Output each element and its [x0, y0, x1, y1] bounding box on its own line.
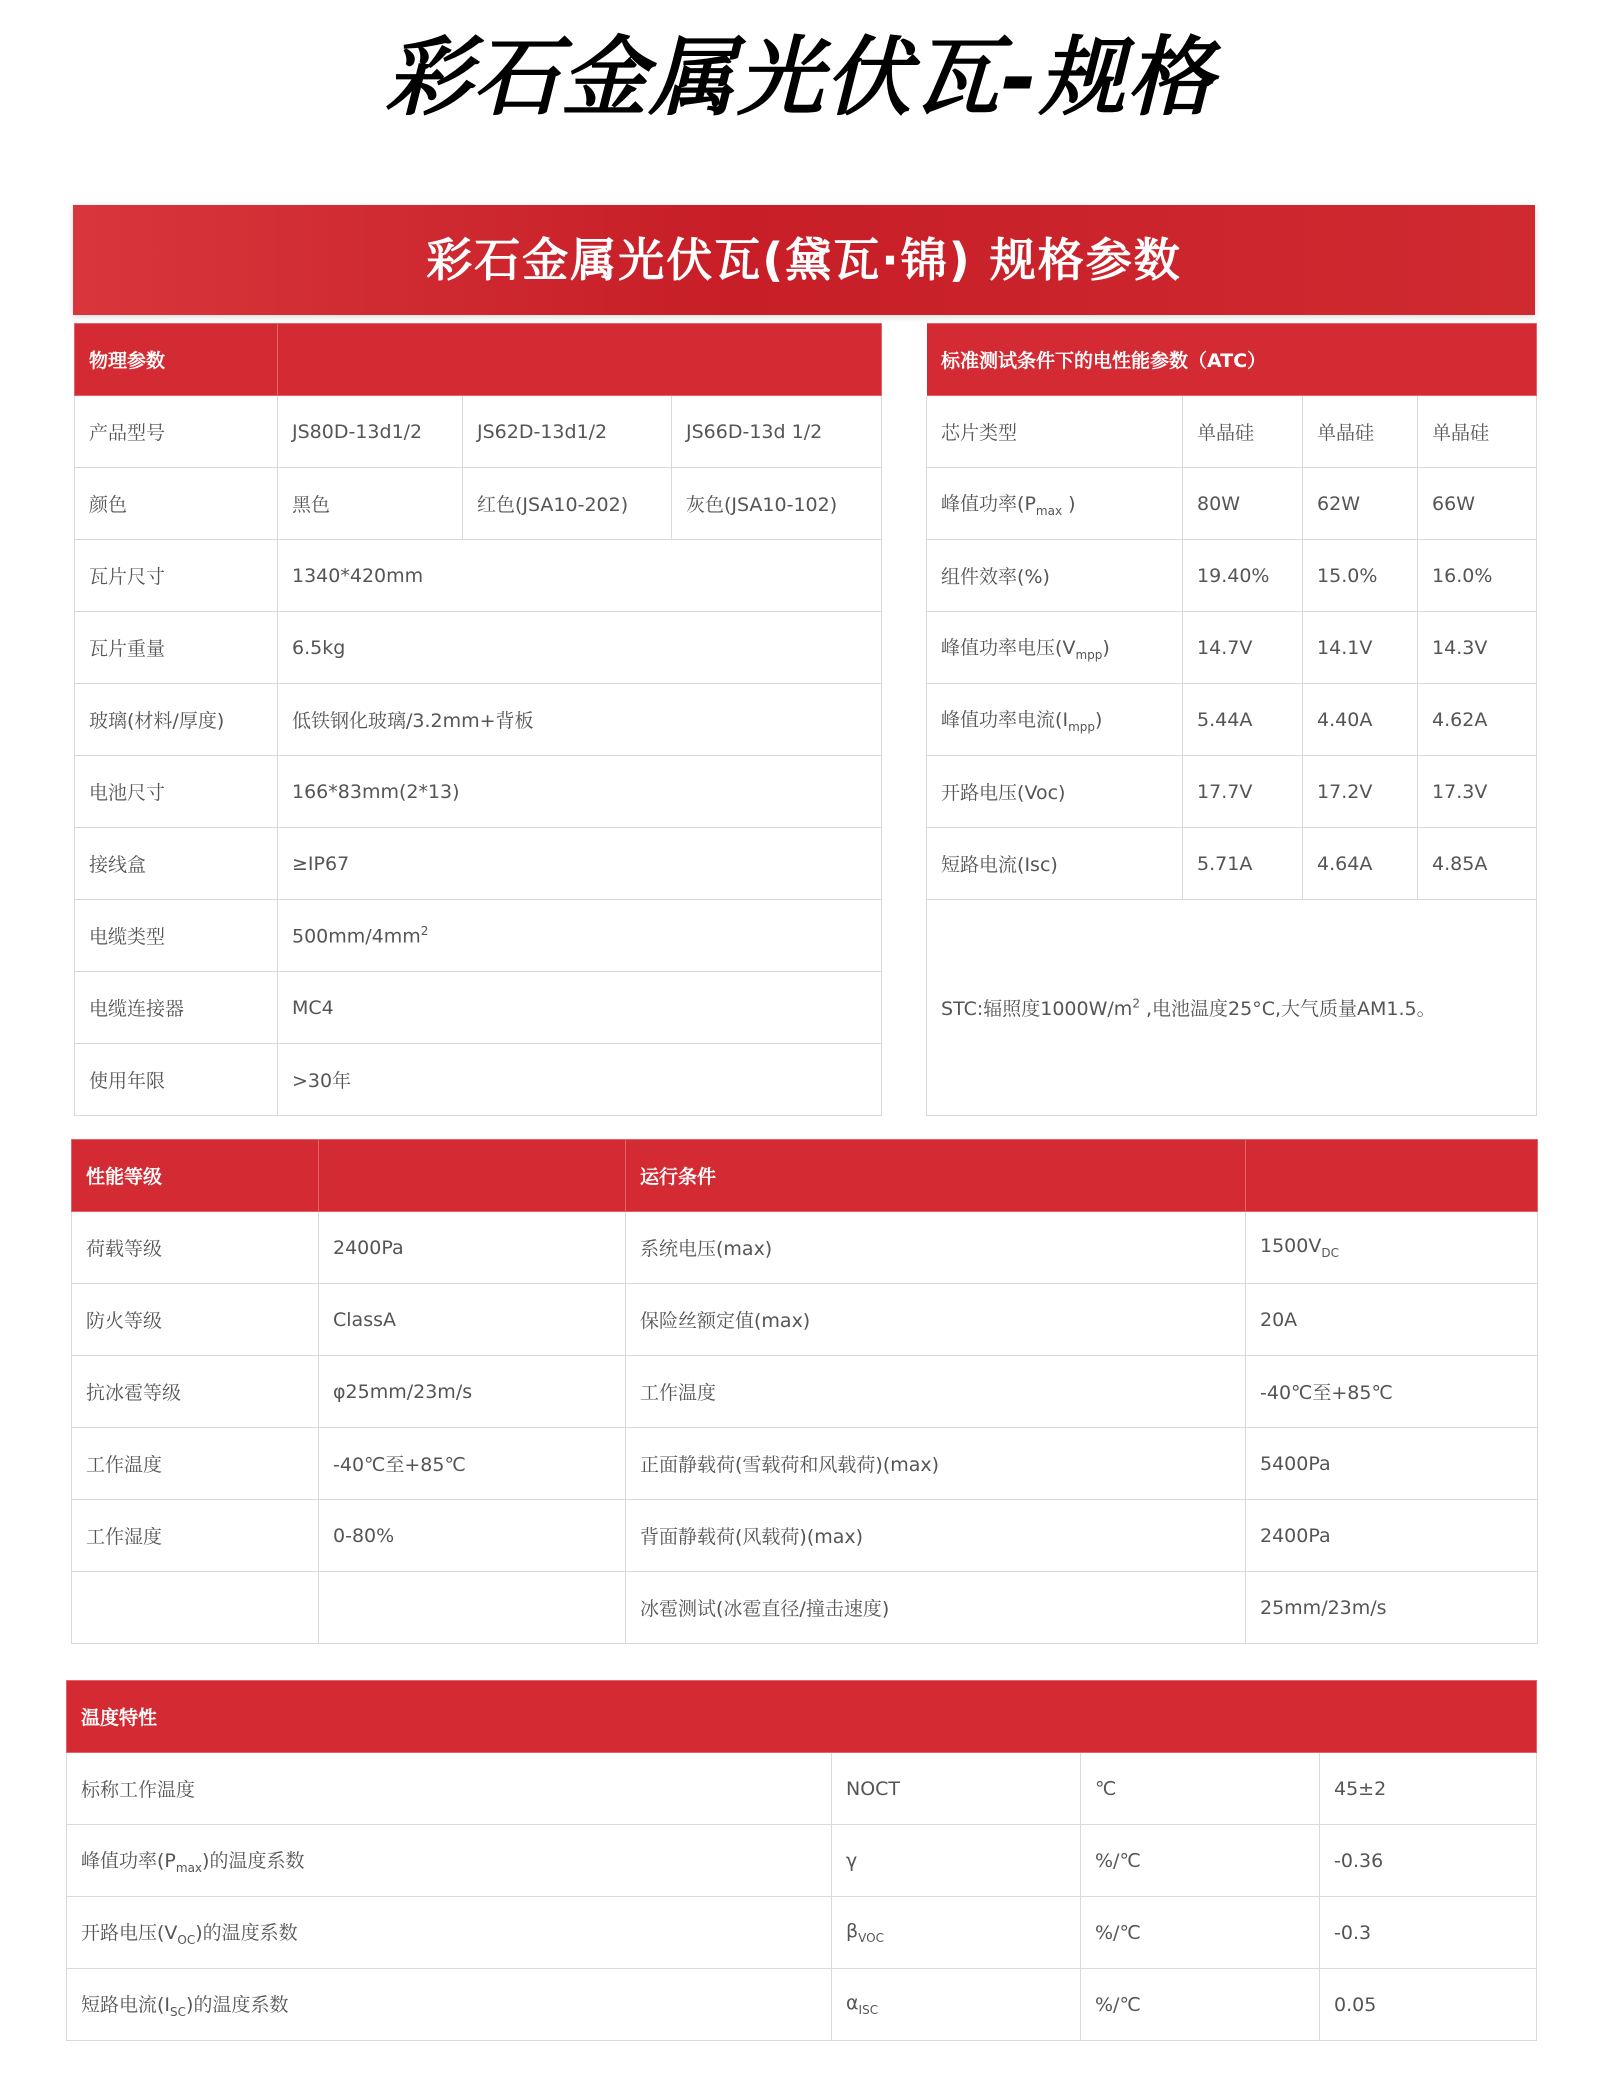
- physical-header-blank: [278, 324, 882, 396]
- table-row: [72, 1428, 1538, 1500]
- table-gap: [882, 612, 927, 684]
- row-label: 产品型号: [75, 396, 278, 468]
- table-gap: [882, 756, 927, 828]
- table-gap: [882, 324, 927, 396]
- table-row: [75, 396, 1537, 468]
- table-row: [72, 1284, 1538, 1356]
- row-label: 峰值功率电压$(V_{mpp})$: [927, 612, 1183, 684]
- row-value: 4.85A: [1418, 828, 1537, 900]
- row-value: 单晶硅: [1183, 396, 1303, 468]
- table-row: [72, 1212, 1538, 1284]
- performance-header-row: [72, 1140, 1538, 1212]
- row-value: 1340*420mm: [278, 540, 882, 612]
- table-row: [75, 684, 1537, 756]
- row-label: 工作温度: [626, 1356, 1246, 1428]
- row-value: 14.1V: [1303, 612, 1418, 684]
- row-label-empty: [72, 1572, 319, 1644]
- row-symbol: $\beta_{VOC}$: [832, 1897, 1081, 1969]
- row-value: 25mm/23m/s: [1246, 1572, 1538, 1644]
- row-value: 0-80%: [319, 1500, 626, 1572]
- row-value: $500mm/4mm^2$: [278, 900, 882, 972]
- row-value: -0.3: [1320, 1897, 1537, 1969]
- table-gap: [882, 900, 927, 972]
- row-value: -0.36: [1320, 1825, 1537, 1897]
- row-label: 标称工作温度: [67, 1753, 832, 1825]
- row-label: 组件效率(%): [927, 540, 1183, 612]
- table-gap: [882, 468, 927, 540]
- row-label: 接线盒: [75, 828, 278, 900]
- stc-note: STC:辐照度$1000W/m^2$ ,电池温度25°C,大气质量AM1.5。: [927, 900, 1537, 1116]
- table-row: [75, 900, 1537, 972]
- table-gap: [882, 540, 927, 612]
- row-value: 单晶硅: [1303, 396, 1418, 468]
- performance-operating-table: [71, 1139, 1538, 1644]
- table-gap: [882, 972, 927, 1044]
- row-value: 低铁钢化玻璃/3.2mm+背板: [278, 684, 882, 756]
- row-value: 6.5kg: [278, 612, 882, 684]
- row-label: 颜色: [75, 468, 278, 540]
- table-row: [72, 1572, 1538, 1644]
- row-unit: %/℃: [1081, 1897, 1320, 1969]
- row-label: 工作温度: [72, 1428, 319, 1500]
- row-value: 单晶硅: [1418, 396, 1537, 468]
- performance-header-blank: [319, 1140, 626, 1212]
- row-value: 黑色: [278, 468, 463, 540]
- row-value: 0.05: [1320, 1969, 1537, 2041]
- row-value: 2400Pa: [1246, 1500, 1538, 1572]
- row-value: 14.7V: [1183, 612, 1303, 684]
- row-label: 荷载等级: [72, 1212, 319, 1284]
- row-label: 冰雹测试(冰雹直径/撞击速度): [626, 1572, 1246, 1644]
- row-label: 使用年限: [75, 1044, 278, 1116]
- spec-banner: 彩石金属光伏瓦(黛瓦·锦) 规格参数: [73, 205, 1535, 315]
- row-value: >30年: [278, 1044, 882, 1116]
- temperature-table: [66, 1680, 1537, 2041]
- physical-header: 物理参数: [75, 324, 278, 396]
- row-value: 19.40%: [1183, 540, 1303, 612]
- row-label: 开路电压$(V_{OC})$的温度系数: [67, 1897, 832, 1969]
- table-row: [75, 612, 1537, 684]
- row-label: 瓦片尺寸: [75, 540, 278, 612]
- row-value: ClassA: [319, 1284, 626, 1356]
- row-label: 电缆类型: [75, 900, 278, 972]
- row-value: -40℃至+85℃: [1246, 1356, 1538, 1428]
- row-label: 电缆连接器: [75, 972, 278, 1044]
- physical-electrical-table: [74, 323, 1537, 1116]
- table-gap: [882, 684, 927, 756]
- row-value: 4.64A: [1303, 828, 1418, 900]
- row-value: JS80D-13d1/2: [278, 396, 463, 468]
- row-value: 45±2: [1320, 1753, 1537, 1825]
- row-symbol: γ: [832, 1825, 1081, 1897]
- table-gap: [882, 396, 927, 468]
- row-label: 短路电流(Isc): [927, 828, 1183, 900]
- table-row: [72, 1356, 1538, 1428]
- row-symbol: NOCT: [832, 1753, 1081, 1825]
- row-value: φ25mm/23m/s: [319, 1356, 626, 1428]
- row-value: -40℃至+85℃: [319, 1428, 626, 1500]
- row-label: 芯片类型: [927, 396, 1183, 468]
- table-row: [75, 828, 1537, 900]
- row-label: 正面静载荷(雪载荷和风载荷)(max): [626, 1428, 1246, 1500]
- row-unit: %/℃: [1081, 1969, 1320, 2041]
- table-row: [72, 1500, 1538, 1572]
- row-label: 玻璃(材料/厚度): [75, 684, 278, 756]
- physical-header-row: [75, 324, 1537, 396]
- row-value: 66W: [1418, 468, 1537, 540]
- temperature-header-row: [67, 1681, 1537, 1753]
- row-label: 峰值功率$(P_{max})$的温度系数: [67, 1825, 832, 1897]
- row-value: 灰色(JSA10-102): [672, 468, 882, 540]
- row-value: 4.62A: [1418, 684, 1537, 756]
- table-row: [67, 1969, 1537, 2041]
- operating-header: 运行条件: [626, 1140, 1246, 1212]
- row-value: 17.3V: [1418, 756, 1537, 828]
- table-row: [75, 468, 1537, 540]
- row-unit: %/℃: [1081, 1825, 1320, 1897]
- row-value: 17.7V: [1183, 756, 1303, 828]
- row-label: 短路电流$(I_{SC})$的温度系数: [67, 1969, 832, 2041]
- row-label: 瓦片重量: [75, 612, 278, 684]
- row-value: 4.40A: [1303, 684, 1418, 756]
- table-gap: [882, 828, 927, 900]
- row-symbol: $\alpha_{ISC}$: [832, 1969, 1081, 2041]
- page-title: 彩石金属光伏瓦-规格: [385, 28, 1215, 128]
- temperature-header: 温度特性: [67, 1681, 1537, 1753]
- table-row: [67, 1897, 1537, 1969]
- row-label: 系统电压(max): [626, 1212, 1246, 1284]
- row-value: 80W: [1183, 468, 1303, 540]
- row-label: 开路电压(Voc): [927, 756, 1183, 828]
- row-unit: ℃: [1081, 1753, 1320, 1825]
- row-value-empty: [319, 1572, 626, 1644]
- row-value: 2400Pa: [319, 1212, 626, 1284]
- row-label: 电池尺寸: [75, 756, 278, 828]
- row-label: 背面静载荷(风载荷)(max): [626, 1500, 1246, 1572]
- row-label: 峰值功率电流$(I_{mpp})$: [927, 684, 1183, 756]
- row-label: 抗冰雹等级: [72, 1356, 319, 1428]
- table-row: [75, 540, 1537, 612]
- row-label: 防火等级: [72, 1284, 319, 1356]
- electrical-header: 标准测试条件下的电性能参数（ATC）: [927, 324, 1537, 396]
- row-label: 工作湿度: [72, 1500, 319, 1572]
- row-label: 保险丝额定值(max): [626, 1284, 1246, 1356]
- row-value: 红色(JSA10-202): [463, 468, 672, 540]
- operating-header-blank: [1246, 1140, 1538, 1212]
- table-row: [67, 1753, 1537, 1825]
- row-value: 5400Pa: [1246, 1428, 1538, 1500]
- row-value: MC4: [278, 972, 882, 1044]
- row-value: 17.2V: [1303, 756, 1418, 828]
- table-row: [67, 1825, 1537, 1897]
- row-value: 20A: [1246, 1284, 1538, 1356]
- row-value: JS62D-13d1/2: [463, 396, 672, 468]
- row-value: 14.3V: [1418, 612, 1537, 684]
- table-row: [75, 756, 1537, 828]
- row-value: 5.71A: [1183, 828, 1303, 900]
- row-value: ≥IP67: [278, 828, 882, 900]
- row-value: 5.44A: [1183, 684, 1303, 756]
- row-value: 62W: [1303, 468, 1418, 540]
- row-value: 16.0%: [1418, 540, 1537, 612]
- row-value: 15.0%: [1303, 540, 1418, 612]
- table-gap: [882, 1044, 927, 1116]
- row-value: $1500V_{DC}$: [1246, 1212, 1538, 1284]
- row-label: 峰值功率($P_{max}$ ): [927, 468, 1183, 540]
- row-value: JS66D-13d 1/2: [672, 396, 882, 468]
- row-value: 166*83mm(2*13): [278, 756, 882, 828]
- performance-header: 性能等级: [72, 1140, 319, 1212]
